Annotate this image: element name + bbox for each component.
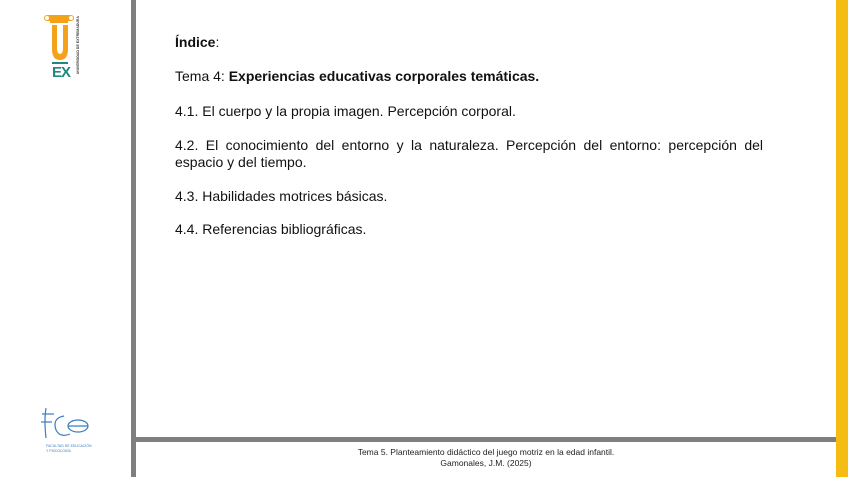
uex-logo-vertical-text: UNIVERSIDAD DE EXTREMADURA: [76, 16, 80, 75]
index-item-4-4: 4.4. Referencias bibliográficas.: [175, 221, 367, 237]
faculty-logo: [38, 404, 94, 456]
index-item-4-1: 4.1. El cuerpo y la propia imagen. Percepción corporal.: [175, 103, 516, 119]
index-item-4-3: 4.3. Habilidades motrices básicas.: [175, 188, 388, 204]
index-label: Índice: [175, 34, 216, 50]
footer-author: Gamonales, J.M. (2025): [440, 458, 532, 468]
tema-prefix: Tema 4:: [175, 68, 229, 84]
faculty-logo-text: FACULTAD DE EDUCACIÓN Y PSICOLOGÍA: [46, 444, 92, 453]
slide-footer: [136, 447, 836, 469]
index-colon: :: [215, 34, 220, 50]
left-divider: [131, 0, 136, 477]
right-accent-bar: [836, 0, 848, 477]
index-heading: [175, 34, 219, 51]
faculty-logo-graphic: [38, 404, 94, 444]
index-item-4-2: 4.2. El conocimiento del entorno y la naturaleza. Percepción del entorno: percepción del espacio y del tiempo.: [175, 137, 763, 170]
uex-logo: [40, 14, 84, 82]
footer-topic: Tema 5. Planteamiento didáctico del juego motriz en la edad infantil.: [357, 447, 615, 457]
tema-title: Experiencias educativas corporales temáticas.: [228, 68, 540, 84]
uex-logo-letters: EX: [52, 64, 71, 81]
tema-line: [175, 68, 539, 85]
footer-divider: [136, 437, 836, 442]
